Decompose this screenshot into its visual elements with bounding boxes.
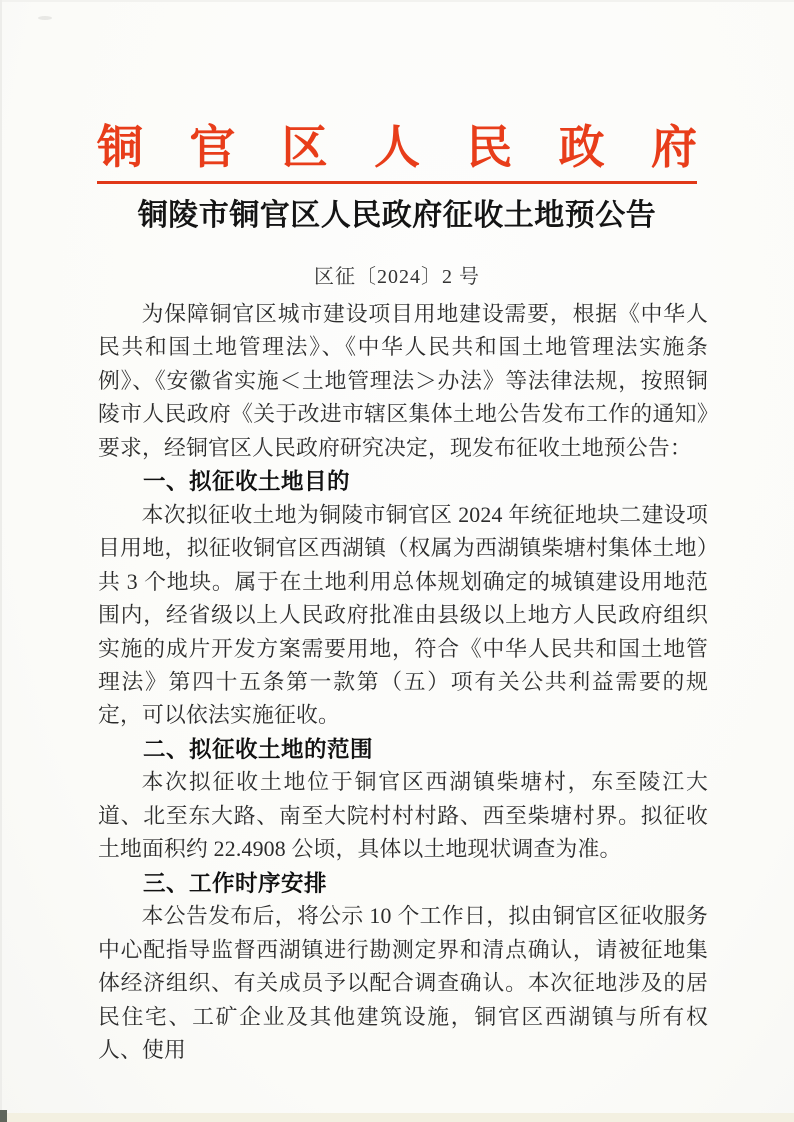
section-2-paragraph: 本次拟征收土地位于铜官区西湖镇柴塘村，东至陵江大道、北至东大路、南至大院村村村路、西至柴塘村界。拟征收土地面积约 22.4908 公顷，具体以土地现状调查为准。 <box>98 770 708 862</box>
document-title: 铜陵市铜官区人民政府征收土地预公告 <box>137 199 657 232</box>
section-3-paragraph: 本公告发布后，将公示 10 个工作日，拟由铜官区征收服务中心配指导监督西湖镇进行勘测定界和清点确认，请被征地集体经济组织、有关成员予以配合调查确认。本次征地涉及的居民住宅、工矿企业及其他建筑设施，铜官区西湖镇与所有权人、使用 <box>98 904 708 1062</box>
agency-name: 铜 官 区 人 民 政 府 <box>97 122 697 173</box>
section-3-heading: 三、工作时序安排 <box>143 870 328 896</box>
section-1-heading: 一、拟征收土地目的 <box>143 469 351 495</box>
scan-edge-top <box>0 0 794 2</box>
section-1-paragraph: 本次拟征收土地为铜陵市铜官区 2024 年统征地块二建设项目用地，拟征收铜官区西湖镇（权属为西湖镇柴塘村集体土地）共 3 个地块。属于在土地利用总体规划确定的城镇建设用地范围内，经省级以上人民政府批准由县级以上地方人民政府组织实施的成片开发方案需要用地，符合《中华人民共和国土地管理法》第四十五条第一款第（五）项有关公共利益需要的规定，可以依法实施征收。 <box>98 502 708 728</box>
section-2-heading: 二、拟征收土地的范围 <box>143 736 374 762</box>
letterhead <box>97 119 697 184</box>
scan-edge-bottom <box>0 1113 794 1122</box>
scan-corner-artifact <box>0 1110 7 1122</box>
letterhead-divider <box>97 181 697 184</box>
intro-paragraph: 为保障铜官区城市建设项目用地建设需要，根据《中华人民共和国土地管理法》、《中华人民共和国土地管理法实施条例》、《安徽省实施＜土地管理法＞办法》等法律法规，按照铜陵市人民政府《关于改进市辖区集体土地公告发布工作的通知》要求，经铜官区人民政府研究决定，现发布征收土地预公告： <box>98 302 708 460</box>
document-body <box>98 298 708 1067</box>
scan-edge-left <box>0 0 2 1122</box>
scan-smudge <box>38 16 52 20</box>
document-number: 区征〔2024〕2 号 <box>314 266 480 288</box>
